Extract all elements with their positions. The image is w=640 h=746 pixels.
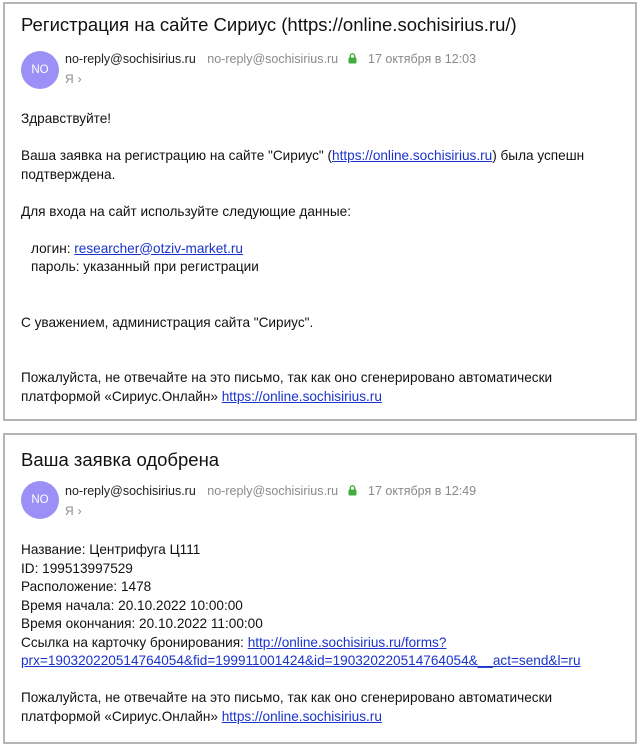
booking-link-params[interactable]: prx=190320220514764054&fid=199911001424&id=190320220514764054&__act=send&l=ru xyxy=(21,653,581,668)
recipient-label: Я xyxy=(65,72,74,86)
password-line: пароль: указанный при регистрации xyxy=(31,259,259,274)
lock-icon xyxy=(348,485,357,499)
end-time-line: Время окончания: 20.10.2022 11:00:00 xyxy=(21,616,263,631)
login-intro: Для входа на сайт используйте следующие данные: xyxy=(21,203,352,219)
booking-link[interactable]: http://online.sochisirius.ru/forms? xyxy=(247,634,447,650)
sender-avatar[interactable]: NO xyxy=(21,481,59,519)
site-link[interactable]: https://online.sochisirius.ru xyxy=(332,148,493,163)
booking-link-cont xyxy=(21,652,635,671)
sender-address[interactable]: no-reply@sochisirius.ru xyxy=(207,52,339,66)
email-date: 17 октября в 12:49 xyxy=(368,484,477,498)
footer-line: Пожалуйста, не отвечайте на это письмо, так как оно сгенерировано автоматически xyxy=(21,370,553,385)
email-body xyxy=(21,110,635,406)
id-line: ID: 199513997529 xyxy=(21,560,133,576)
sender-address[interactable]: no-reply@sochisirius.ru xyxy=(207,484,339,498)
name-line: Название: Центрифуга Ц111 xyxy=(21,542,201,557)
footer-line: Пожалуйста, не отвечайте на это письмо, так как оно сгенерировано автоматически xyxy=(21,690,553,705)
booking-line: Ссылка на карточку бронирования: http://online.sochisirius.ru/forms? xyxy=(21,634,447,650)
email-body xyxy=(21,541,635,726)
body-line: Ваша заявка на регистрацию на сайте "Сириус" (https://online.sochisirius.ru) была успешн xyxy=(21,148,585,163)
start-time-line: Время начала: 20.10.2022 10:00:00 xyxy=(21,597,243,613)
sender-avatar[interactable]: NO xyxy=(21,51,59,89)
location-line: Расположение: 1478 xyxy=(21,579,152,594)
email-date: 17 октября в 12:03 xyxy=(368,52,477,66)
sender-meta xyxy=(65,484,476,518)
greeting: Здравствуйте! xyxy=(21,111,112,126)
sender-meta xyxy=(65,52,476,86)
platform-link[interactable]: https://online.sochisirius.ru xyxy=(221,708,382,724)
sender-name[interactable]: no-reply@sochisirius.ru xyxy=(65,52,196,66)
platform-link[interactable]: https://online.sochisirius.ru xyxy=(221,388,382,404)
login-email-link[interactable]: researcher@otziv-market.ru xyxy=(74,240,243,256)
login-line: логин: researcher@otziv-market.ru xyxy=(31,240,243,256)
email-subject: Ваша заявка одобрена xyxy=(21,449,220,470)
lock-icon xyxy=(348,53,357,67)
recipient-row[interactable] xyxy=(65,72,476,86)
footer-line: платформой «Сириус.Онлайн» https://online.sochisirius.ru xyxy=(21,388,382,404)
body-line: подтверждена. xyxy=(21,166,116,182)
recipient-row[interactable] xyxy=(65,504,476,518)
email-card-approval xyxy=(3,433,637,744)
regards: С уважением, администрация сайта "Сириус". xyxy=(21,314,314,330)
footer-line: платформой «Сириус.Онлайн» https://online.sochisirius.ru xyxy=(21,708,382,724)
chevron-right-icon[interactable]: › xyxy=(77,72,82,86)
recipient-label: Я xyxy=(65,504,74,518)
email-card-registration xyxy=(3,2,637,421)
email-subject: Регистрация на сайте Сириус (https://online.sochisirius.ru/) xyxy=(21,14,517,35)
chevron-right-icon[interactable]: › xyxy=(77,504,82,518)
sender-name[interactable]: no-reply@sochisirius.ru xyxy=(65,484,196,498)
